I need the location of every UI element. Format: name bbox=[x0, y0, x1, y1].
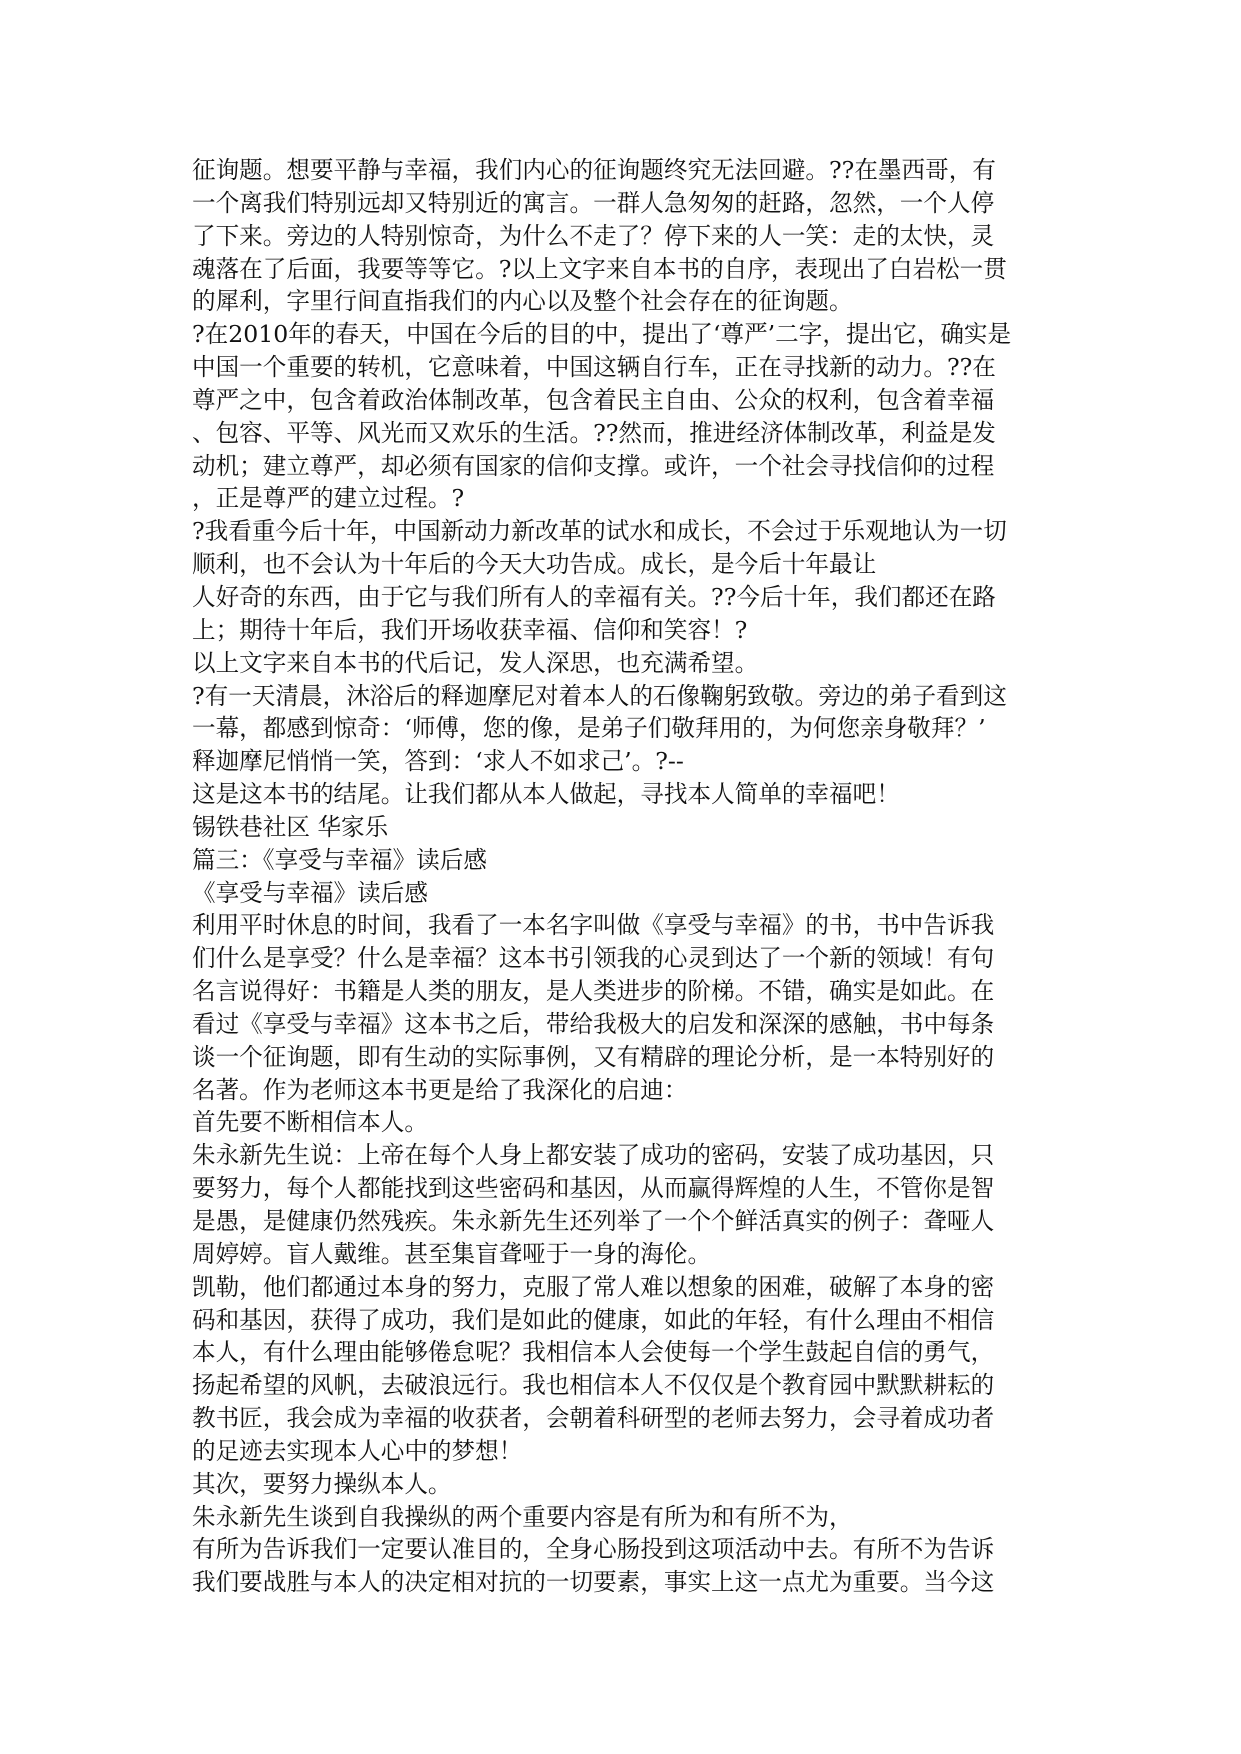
text-line: 顺利，也不会认为十年后的今天大功告成。成长，是今后十年最让 bbox=[192, 550, 877, 579]
document-body bbox=[192, 154, 1062, 1599]
text-line: 看过《享受与幸福》这本书之后，带给我极大的启发和深深的感触，书中每条 bbox=[192, 1009, 995, 1038]
text-line: 一个离我们特别远却又特别近的寓言。一群人急匆匆的赶路，忽然，一个人停 bbox=[192, 188, 995, 217]
text-line: 码和基因，获得了成功，我们是如此的健康，如此的年轻，有什么理由不相信 bbox=[192, 1305, 995, 1334]
text-line: ?在2010年的春天，中国在今后的目的中，提出了‘尊严’二字，提出它，确实是 bbox=[192, 320, 1012, 349]
text-line: 释迦摩尼悄悄一笑，答到：‘求人不如求己’。?-- bbox=[192, 747, 684, 776]
text-line: 要努力，每个人都能找到这些密码和基因，从而赢得辉煌的人生，不管你是智 bbox=[192, 1174, 995, 1203]
text-line: 的足迹去实现本人心中的梦想！ bbox=[192, 1436, 523, 1465]
text-line: 魂落在了后面，我要等等它。?以上文字来自本书的自序，表现出了白岩松一贯 bbox=[192, 254, 1007, 283]
text-line: 们什么是享受？什么是幸福？这本书引领我的心灵到达了一个新的领域！有句 bbox=[192, 944, 995, 973]
text-line: 利用平时休息的时间，我看了一本名字叫做《享受与幸福》的书，书中告诉我 bbox=[192, 911, 995, 940]
text-line: 这是这本书的结尾。让我们都从本人做起，寻找本人简单的幸福吧！ bbox=[192, 780, 900, 809]
text-line: 尊严之中，包含着政治体制改革，包含着民主自由、公众的权利，包含着幸福 bbox=[192, 385, 995, 414]
text-line: 以上文字来自本书的代后记，发人深思，也充满希望。 bbox=[192, 648, 759, 677]
text-line: ?有一天清晨，沐浴后的释迦摩尼对着本人的石像鞠躬致敬。旁边的弟子看到这 bbox=[192, 681, 1007, 710]
text-line: 、包容、平等、风光而又欢乐的生活。??然而，推进经济体制改革，利益是发 bbox=[192, 418, 996, 447]
text-line: 谈一个征询题，即有生动的实际事例，又有精辟的理论分析，是一本特别好的 bbox=[192, 1042, 995, 1071]
text-line: 名言说得好：书籍是人类的朋友，是人类进步的阶梯。不错，确实是如此。在 bbox=[192, 977, 995, 1006]
text-line: 一幕，都感到惊奇：‘师傅，您的像，是弟子们敬拜用的，为何您亲身敬拜？’ bbox=[192, 714, 986, 743]
text-line: 上；期待十年后，我们开场收获幸福、信仰和笑容！? bbox=[192, 615, 748, 644]
text-line: 锡铁巷社区 华家乐 bbox=[192, 812, 389, 841]
text-line: 动机；建立尊严，却必须有国家的信仰支撑。或许，一个社会寻找信仰的过程 bbox=[192, 451, 995, 480]
text-line: 是愚，是健康仍然残疾。朱永新先生还列举了一个个鲜活真实的例子：聋哑人 bbox=[192, 1207, 995, 1235]
text-line: 朱永新先生谈到自我操纵的两个重要内容是有所为和有所不为， bbox=[192, 1502, 853, 1531]
text-line: 《享受与幸福》读后感 bbox=[192, 878, 428, 907]
text-line: 有所为告诉我们一定要认准目的，全身心肠投到这项活动中去。有所不为告诉 bbox=[192, 1535, 995, 1564]
text-line: 中国一个重要的转机，它意味着，中国这辆自行车，正在寻找新的动力。??在 bbox=[192, 353, 996, 382]
text-line: 我们要战胜与本人的决定相对抗的一切要素，事实上这一点尤为重要。当今这 bbox=[192, 1568, 995, 1597]
text-line: 篇三：《享受与幸福》读后感 bbox=[192, 845, 487, 874]
text-line: 周婷婷。盲人戴维。甚至集盲聋哑于一身的海伦。 bbox=[192, 1239, 712, 1268]
text-line: 名著。作为老师这本书更是给了我深化的启迪： bbox=[192, 1075, 688, 1104]
text-line: 扬起希望的风帆，去破浪远行。我也相信本人不仅仅是个教育园中默默耕耘的 bbox=[192, 1371, 995, 1400]
text-line: 其次，要努力操纵本人。 bbox=[192, 1469, 452, 1498]
text-line: ，正是尊严的建立过程。? bbox=[192, 484, 465, 513]
text-line: 征询题。想要平静与幸福，我们内心的征询题终究无法回避。??在墨西哥，有 bbox=[192, 156, 996, 184]
text-line: 了下来。旁边的人特别惊奇，为什么不走了？停下来的人一笑：走的太快，灵 bbox=[192, 221, 995, 250]
text-line: 教书匠，我会成为幸福的收获者，会朝着科研型的老师去努力，会寻着成功者 bbox=[192, 1404, 995, 1433]
text-line: 首先要不断相信本人。 bbox=[192, 1108, 428, 1137]
text-line: 朱永新先生说：上帝在每个人身上都安装了成功的密码，安装了成功基因，只 bbox=[192, 1141, 995, 1170]
text-line: ?我看重今后十年，中国新动力新改革的试水和成长，不会过于乐观地认为一切 bbox=[192, 517, 1007, 546]
text-line: 的犀利，字里行间直指我们的内心以及整个社会存在的征询题。 bbox=[192, 287, 853, 316]
text-line: 凯勒，他们都通过本身的努力，克服了常人难以想象的困难，破解了本身的密 bbox=[192, 1272, 995, 1301]
text-line: 本人，有什么理由能够倦怠呢？我相信本人会使每一个学生鼓起自信的勇气， bbox=[192, 1338, 995, 1367]
text-line: 人好奇的东西，由于它与我们所有人的幸福有关。??今后十年，我们都还在路 bbox=[192, 582, 996, 611]
